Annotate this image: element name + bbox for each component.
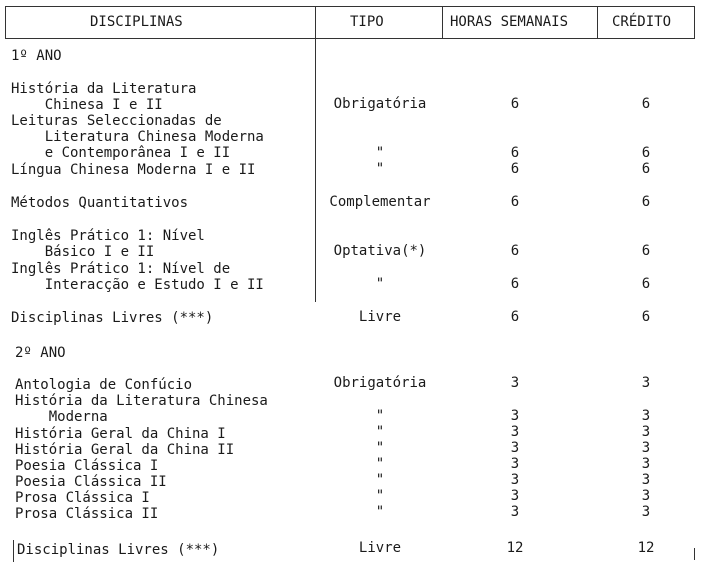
course-type: " [375,472,385,488]
course-hours: 6 [510,145,520,161]
course-type: Obrigatória [333,375,427,391]
course-hours: 3 [510,440,520,456]
course-name: História Geral da China II [15,442,235,458]
course-name: Chinesa I e II [11,97,163,113]
course-hours: 3 [510,375,520,391]
course-credit: 6 [641,194,651,210]
course-credit: 6 [641,145,651,161]
course-name: Moderna [15,409,108,425]
course-name: e Contemporânea I e II [11,145,231,161]
course-credit: 3 [641,408,651,424]
course-name: Poesia Clássica II [15,474,167,490]
course-name: Disciplinas Livres (***) [17,542,220,558]
course-type: " [375,408,385,424]
course-hours: 6 [510,161,520,177]
course-credit: 3 [641,424,651,440]
column-divider-3 [597,6,598,39]
course-hours: 3 [510,504,520,520]
course-credit: 6 [641,96,651,112]
course-type: Livre [358,540,402,556]
course-hours: 6 [510,96,520,112]
course-hours: 3 [510,472,520,488]
course-hours: 6 [510,276,520,292]
course-credit: 6 [641,161,651,177]
course-credit: 3 [641,440,651,456]
section-label-year1: 1º ANO [11,48,62,64]
course-credit: 6 [641,309,651,325]
section-label-year2: 2º ANO [15,345,66,361]
course-credit: 12 [637,540,655,556]
course-type: " [375,440,385,456]
course-name: Inglês Prático 1: Nível [11,228,205,244]
course-name: Prosa Clássica II [15,506,159,522]
course-name: Literatura Chinesa Moderna [11,129,264,145]
course-type: " [375,488,385,504]
column-divider-left-lower [13,540,14,562]
course-credit: 3 [641,375,651,391]
course-credit: 3 [641,488,651,504]
column-divider-right [694,6,695,39]
course-hours: 3 [510,488,520,504]
course-type: Complementar [329,194,431,210]
course-hours: 6 [510,194,520,210]
header-bottom-border [5,38,694,39]
course-credit: 6 [641,243,651,259]
header-credito: CRÉDITO [612,14,672,30]
course-type: " [375,161,385,177]
course-hours: 3 [510,424,520,440]
column-divider-1 [315,6,316,302]
course-credit: 3 [641,504,651,520]
course-credit: 3 [641,456,651,472]
header-tipo: TIPO [350,14,384,30]
course-hours: 6 [510,243,520,259]
course-name: Língua Chinesa Moderna I e II [11,162,256,178]
course-name: Básico I e II [11,244,155,260]
column-divider-2 [442,6,443,39]
course-name: História da Literatura [11,81,197,97]
course-type: " [375,504,385,520]
course-hours: 12 [506,540,524,556]
course-name: Poesia Clássica I [15,458,159,474]
course-credit: 3 [641,472,651,488]
course-type: " [375,145,385,161]
course-name: História da Literatura Chinesa [15,393,268,409]
course-name: Leituras Seleccionadas de [11,113,222,129]
course-type: Optativa(*) [333,243,427,259]
header-disciplinas: DISCIPLINAS [90,14,183,30]
course-name: Inglês Prático 1: Nível de [11,261,231,277]
course-type: Livre [358,309,402,325]
course-hours: 3 [510,456,520,472]
course-type: Obrigatória [333,96,427,112]
course-name: Métodos Quantitativos [11,195,189,211]
course-hours: 3 [510,408,520,424]
course-name: Interacção e Estudo I e II [11,277,264,293]
header-horas-semanais: HORAS SEMANAIS [450,14,569,30]
course-type: " [375,456,385,472]
course-name: Prosa Clássica I [15,490,150,506]
column-divider-right-lower [694,548,695,560]
course-hours: 6 [510,309,520,325]
course-type: " [375,424,385,440]
course-name: Antologia de Confúcio [15,377,193,393]
column-divider-left [5,6,6,39]
course-credit: 6 [641,276,651,292]
course-name: História Geral da China I [15,426,226,442]
table-top-border [5,6,694,7]
course-name: Disciplinas Livres (***) [11,310,214,326]
course-type: " [375,276,385,292]
